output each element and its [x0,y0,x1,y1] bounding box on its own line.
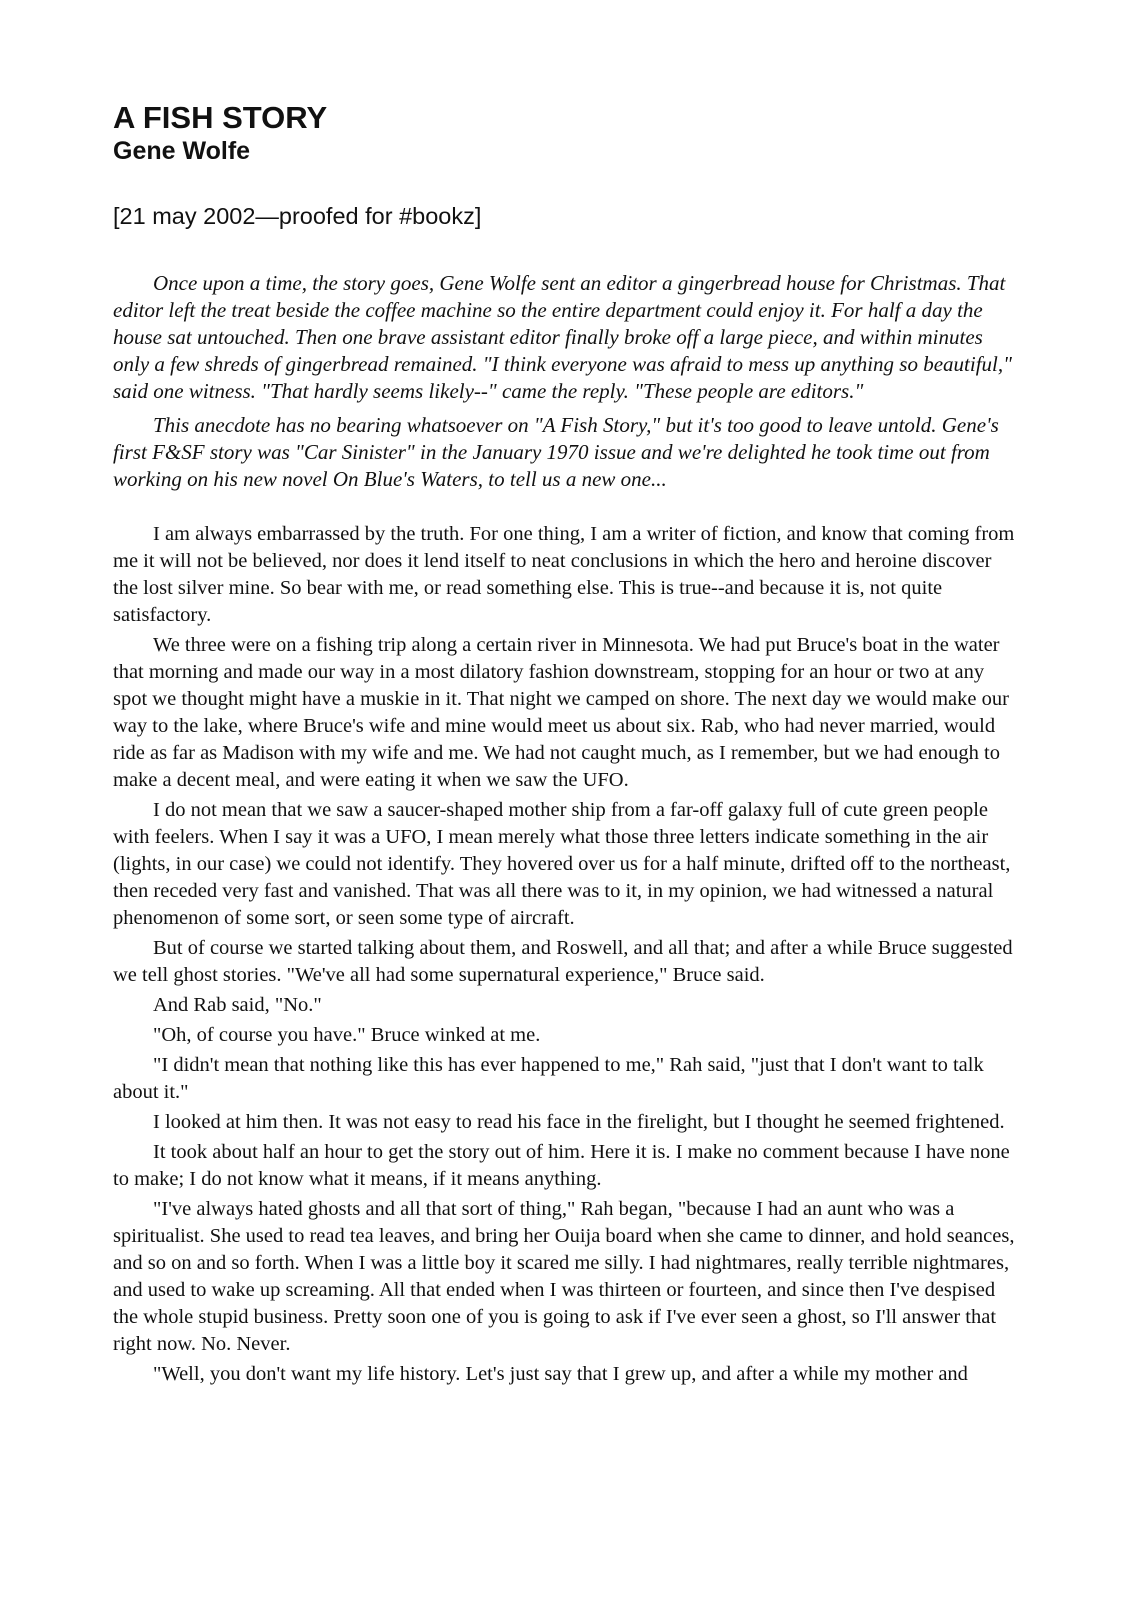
intro-paragraph: This anecdote has no bearing whatsoever on "A Fish Story," but it's too good to leave untold. Gene's first F&SF story was "Car Sinister" in the January 1970 issue and we're delighted he took time out from working on his new novel On Blue's Waters, to tell us a new one... [113,413,999,491]
story-paragraph: I looked at him then. It was not easy to read his face in the firelight, but I thought he seemed frightened. [153,1111,1005,1133]
story-paragraph: But of course we started talking about them, and Roswell, and all that; and after a while Bruce suggested we tell ghost stories. "We've all had some supernatural experience," Bruce said. [113,937,1013,986]
story-paragraph: It took about half an hour to get the story out of him. Here it is. I make no comment because I have none to make; I do not know what it means, if it means anything. [113,1141,1010,1190]
story-title: A FISH STORY [113,100,328,135]
intro-paragraph: Once upon a time, the story goes, Gene Wolfe sent an editor a gingerbread house for Christmas. That editor left the treat beside the coffee machine so the entire department could enjoy it. For half a day the house sat untouched. Then one brave assistant editor finally broke off a large piece, and within minutes only a few shreds of gingerbread remained. "I think everyone was afraid to mess up anything so beautiful," said one witness. "That hardly seems likely--" came the reply. "These people are editors." [113,271,1012,403]
author-name: Gene Wolfe [113,137,251,165]
editor-intro-section [113,270,1018,493]
story-body-section [113,521,1018,1388]
story-paragraph: "Well, you don't want my life history. Let's just say that I grew up, and after a while my mother and [153,1363,968,1385]
story-paragraph: I am always embarrassed by the truth. For one thing, I am a writer of fiction, and know that coming from me it will not be believed, nor does it lend itself to neat conclusions in which the hero and heroine discover the lost silver mine. So bear with me, or read something else. This is true--and because it is, not quite satisfactory. [113,523,1015,626]
story-paragraph: I do not mean that we saw a saucer-shaped mother ship from a far-off galaxy full of cute green people with feelers. When I say it was a UFO, I mean merely what those three letters indicate something in the air (lights, in our case) we could not identify. They hovered over us for a half minute, drifted off to the northeast, then receded very fast and vanished. That was all there was to it, in my opinion, we had witnessed a natural phenomenon of some sort, or seen some type of aircraft. [113,799,1011,929]
story-paragraph: "I didn't mean that nothing like this has ever happened to me," Rah said, "just that I don't want to talk about it." [113,1054,984,1103]
proof-note: [21 may 2002—proofed for #bookz] [113,203,482,229]
story-paragraph: And Rab said, "No." [153,994,322,1016]
story-paragraph: "I've always hated ghosts and all that sort of thing," Rah began, "because I had an aunt who was a spiritualist. She used to read tea leaves, and bring her Ouija board when she came to dinner, and hold seances, and so on and so forth. When I was a little boy it scared me silly. I had nightmares, really terrible nightmares, and used to wake up screaming. All that ended when I was thirteen or fourteen, and since then I've despised the whole stupid business. Pretty soon one of you is going to ask if I've ever seen a ghost, so I'll answer that right now. No. Never. [113,1198,1015,1355]
story-paragraph: "Oh, of course you have." Bruce winked at me. [153,1024,541,1046]
story-paragraph: We three were on a fishing trip along a certain river in Minnesota. We had put Bruce's boat in the water that morning and made our way in a most dilatory fashion downstream, stopping for an hour or two at any spot we thought might have a muskie in it. That night we camped on shore. The next day we would make our way to the lake, where Bruce's wife and mine would meet us about six. Rab, who had never married, would ride as far as Madison with my wife and me. We had not caught much, as I remember, but we had enough to make a decent meal, and were eating it when we saw the UFO. [113,634,1009,791]
